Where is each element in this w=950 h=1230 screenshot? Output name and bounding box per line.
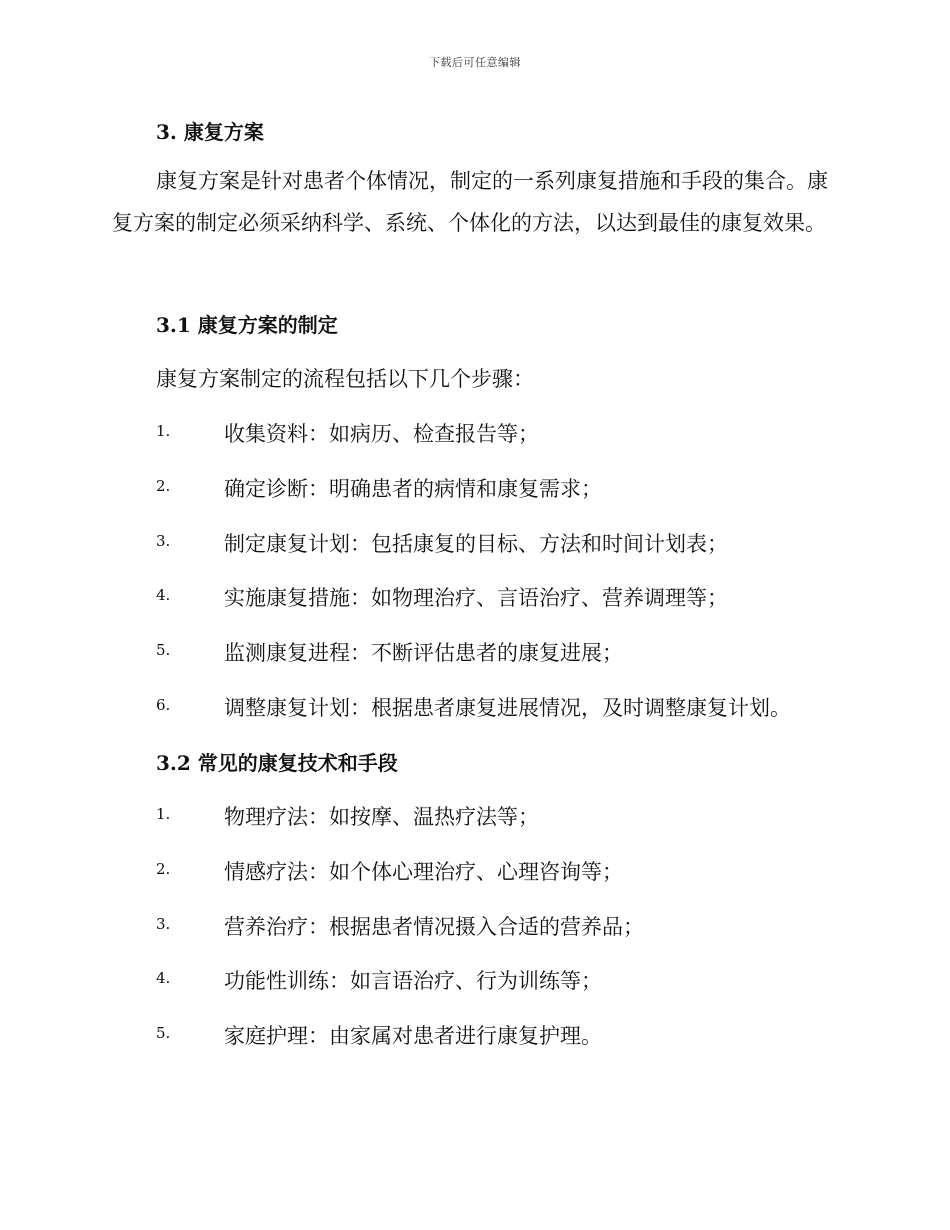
list-number: 1. bbox=[156, 805, 171, 823]
list-text: 物理疗法：如按摩、温热疗法等； bbox=[224, 805, 539, 829]
list-number: 4. bbox=[156, 969, 171, 987]
list-number: 3. bbox=[156, 915, 171, 933]
intro-paragraph: 康复方案是针对患者个体情况，制定的一系列康复措施和手段的集合。康复方案的制定必须采纳科学、系统、个体化的方法，以达到最佳的康复效果。 bbox=[112, 169, 828, 235]
list-text: 情感疗法：如个体心理治疗、心理咨询等； bbox=[224, 860, 623, 884]
list-number: 3. bbox=[156, 532, 171, 550]
list-text: 确定诊断：明确患者的病情和康复需求； bbox=[224, 477, 602, 501]
subsection-heading-2: 3.2 常见的康复技术和手段 bbox=[156, 751, 398, 775]
subsection-heading-1: 3.1 康复方案的制定 bbox=[156, 313, 338, 337]
list-text: 功能性训练：如言语治疗、行为训练等； bbox=[224, 969, 602, 993]
list-number: 5. bbox=[156, 1024, 171, 1042]
list-number: 6. bbox=[156, 696, 171, 714]
list-text: 调整康复计划：根据患者康复进展情况，及时调整康复计划。 bbox=[224, 696, 791, 720]
page-header: 下载后可任意编辑 bbox=[429, 56, 521, 69]
list-number: 2. bbox=[156, 860, 171, 878]
steps-lead-text: 康复方案制定的流程包括以下几个步骤： bbox=[156, 367, 534, 391]
list-number: 1. bbox=[156, 422, 171, 440]
section-heading: 3. 康复方案 bbox=[156, 120, 264, 144]
list-text: 收集资料：如病历、检查报告等； bbox=[224, 422, 539, 446]
list-text: 制定康复计划：包括康复的目标、方法和时间计划表； bbox=[224, 532, 728, 556]
list-text: 家庭护理：由家属对患者进行康复护理。 bbox=[224, 1024, 602, 1048]
list-number: 2. bbox=[156, 477, 171, 495]
list-number: 4. bbox=[156, 586, 171, 604]
list-number: 5. bbox=[156, 641, 171, 659]
list-text: 实施康复措施：如物理治疗、言语治疗、营养调理等； bbox=[224, 586, 728, 610]
list-text: 营养治疗：根据患者情况摄入合适的营养品； bbox=[224, 915, 644, 939]
list-text: 监测康复进程：不断评估患者的康复进展； bbox=[224, 641, 623, 665]
